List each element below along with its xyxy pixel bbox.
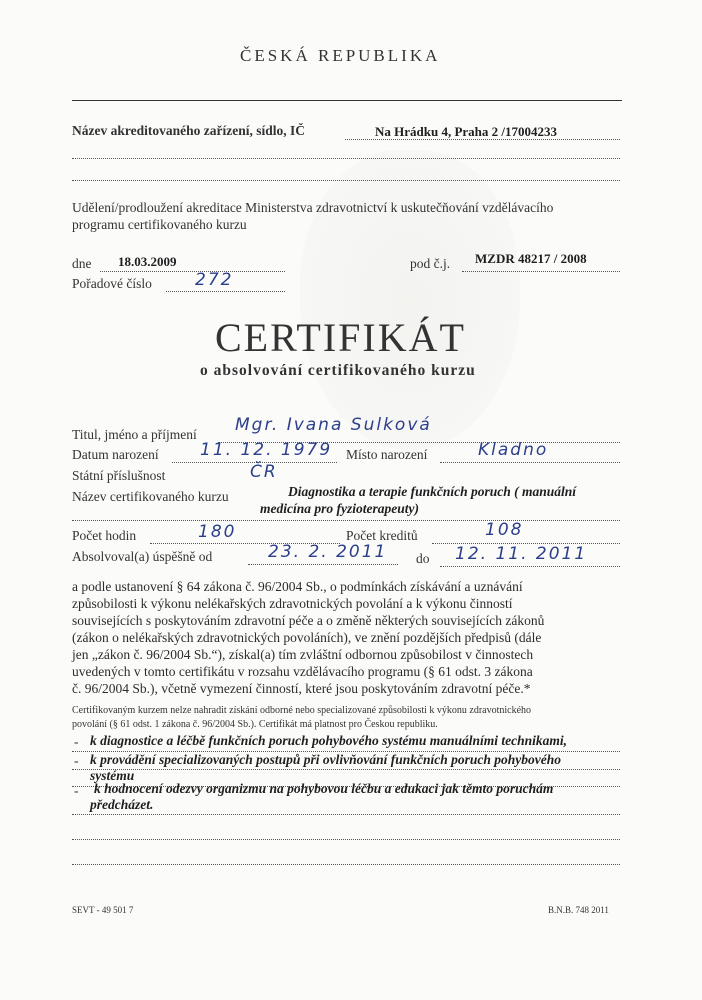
from-value: 23. 2. 2011 <box>268 542 388 562</box>
completed-label: Absolvoval(a) úspěšně od <box>72 549 213 564</box>
facility-value: Na Hrádku 4, Praha 2 /17004233 <box>375 124 558 139</box>
birth-label: Datum narození <box>72 447 159 462</box>
ref-rule <box>462 271 620 272</box>
activity-rule-6 <box>72 864 620 865</box>
legal-line-3: souvisejících s poskytováním zdravotní péče a o změně některých souvisejících zákonů <box>72 613 545 628</box>
legal-line-1: a podle ustanovení § 64 zákona č. 96/2004 Sb., o podmínkách získávání a uznávání <box>72 579 523 594</box>
country-header: ČESKÁ REPUBLIKA <box>240 46 441 65</box>
activity-rule-2 <box>72 769 620 770</box>
activity-item-3-line2: předcházet. <box>90 797 154 812</box>
legal-paragraph <box>72 578 624 697</box>
footnote-line-2: povolání (§ 61 odst. 1 zákona č. 96/2004 Sb.). Certifikát má platnost pro Českou republiku. <box>72 719 438 730</box>
to-label: do <box>416 551 430 566</box>
activity-item-2-line1: k provádění specializovaných postupů při ovlivňování funkčních poruch pohybového <box>90 752 562 767</box>
legal-line-6: uvedených v tomto certifikátu v rozsahu vzdělávacího programu (§ 61 odst. 3 zákona <box>72 664 533 679</box>
facility-label: Název akreditovaného zařízení, sídlo, IČ <box>72 123 305 138</box>
place-rule <box>440 462 620 463</box>
activity-item-1: k diagnostice a léčbě funkčních poruch pohybového systému manuálními technikami, <box>90 733 568 748</box>
activity-item-2-line2: systému <box>90 768 135 783</box>
accreditation-text-1: Udělení/prodloužení akreditace Ministerstva zdravotnictví k uskutečňování vzdělávacího <box>72 200 554 215</box>
from-rule <box>248 564 398 565</box>
facility-rule-2 <box>72 158 620 159</box>
legal-line-2: způsobilosti k výkonu nelékařských zdravotnických povolání a k výkonu činností <box>72 596 513 611</box>
activity-dash-2: - <box>74 753 79 768</box>
facility-rule-3 <box>72 180 620 181</box>
legal-line-7: č. 96/2004 Sb.), včetně vymezení činností, které jsou poskytováním zdravotní péče.* <box>72 681 531 696</box>
legal-line-4: (zákon o nelékařských zdravotnických povoláních), ve znění pozdějších předpisů (dále <box>72 630 542 645</box>
to-value: 12. 11. 2011 <box>455 544 588 564</box>
ref-value: MZDR 48217 / 2008 <box>475 251 587 266</box>
place-value: Kladno <box>478 440 549 460</box>
header-rule <box>72 100 622 101</box>
credits-value: 108 <box>485 520 524 540</box>
date-rule <box>100 271 285 272</box>
nationality-label: Státní příslušnost <box>72 468 166 483</box>
date-label: dne <box>72 256 92 271</box>
course-rule <box>72 520 620 521</box>
footer-right: B.N.B. 748 2011 <box>548 905 609 915</box>
course-name-line1: Diagnostika a terapie funkčních poruch ( manuální <box>288 484 577 499</box>
date-value: 18.03.2009 <box>118 254 177 269</box>
activity-dash-1: - <box>74 734 79 749</box>
order-label: Pořadové číslo <box>72 276 152 291</box>
watermark-emblem <box>300 150 520 450</box>
birth-value: 11. 12. 1979 <box>200 440 333 460</box>
hours-label: Počet hodin <box>72 528 137 543</box>
name-label: Titul, jméno a příjmení <box>72 427 197 442</box>
name-value: Mgr. Ivana Sulková <box>235 415 432 435</box>
legal-line-5: jen „zákon č. 96/2004 Sb.“), získal(a) tím zvláštní odbornou způsobilost v činnostech <box>72 647 534 662</box>
ref-label: pod č.j. <box>410 256 451 271</box>
certificate-title: CERTIFIKÁT <box>215 315 466 360</box>
course-name-label: Název certifikovaného kurzu <box>72 489 229 504</box>
accreditation-text-2: programu certifikovaného kurzu <box>72 217 247 232</box>
nationality-value: ČR <box>250 462 278 482</box>
order-value: 272 <box>195 270 234 290</box>
activity-rule-4 <box>72 814 620 815</box>
activity-dash-3: - <box>74 783 79 798</box>
activity-rule-5 <box>72 839 620 840</box>
footnote-line-1: Certifikovaným kurzem nelze nahradit získání odborné nebo specializované způsobilosti k výkonu zdravotnického <box>72 705 532 716</box>
order-rule <box>166 291 285 292</box>
hours-value: 180 <box>198 522 237 542</box>
footer-left: SEVT - 49 501 7 <box>72 905 134 915</box>
certificate-subtitle: o absolvování certifikovaného kurzu <box>200 362 476 379</box>
to-rule <box>440 566 620 567</box>
credits-label: Počet kreditů <box>346 528 418 543</box>
place-label: Místo narození <box>346 447 428 462</box>
course-name-line2: medicína pro fyzioterapeuty) <box>260 501 419 516</box>
activity-item-3-line1: k hodnocení odezvy organizmu na pohybovou léčbu a edukaci jak těmto poruchám <box>94 781 554 796</box>
